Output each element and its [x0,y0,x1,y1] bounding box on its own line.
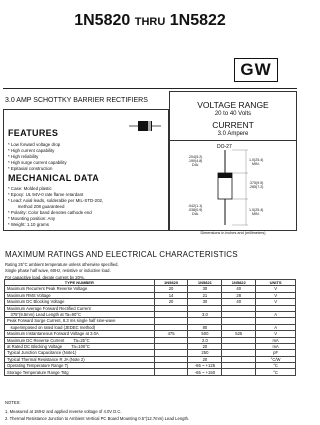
value-cell: 40 [222,286,256,292]
condition-line: Single phase half wave, 60Hz, resistive or inductive load. [5,268,111,274]
value-cell: 20 [188,343,222,349]
brand-logo: GW [234,58,278,82]
mechanical-item: * Lead: Axial leads, solderable per MIL-STD-202, [8,198,104,203]
value-cell: 3.0 [188,311,222,317]
feature-item: * Low forward voltage drop [8,142,61,147]
mechanical-item: * Polarity: Color band denotes cathode end [8,210,92,215]
mechanical-item: * Epoxy: UL 94V-0 rate flame retardant [8,192,84,197]
feature-item: * High surge current capability [8,160,67,165]
value-cell: 14 [154,292,188,298]
value-cell: 20 [188,356,222,362]
mechanical-item: * Case: Molded plastic [8,186,52,191]
parameter-cell: Peak Forward Surge Current, 8.3 ms single half sine-wave [5,318,155,324]
dim-label: .285(7.2) [249,185,264,189]
value-cell: 21 [188,292,222,298]
feature-item: * High current capability [8,148,55,153]
dim-label: DIA. [192,163,199,167]
column-header: 1N5820 [154,280,188,286]
condition-line: For capacitive load, derate current by 20%. [5,274,85,280]
dimensions-note: Dimensions in inches and (millimeters) [200,231,266,235]
header-divider [3,88,297,89]
dim-label: 1.0(25.4) [249,158,264,162]
value-cell: A [256,311,296,317]
value-cell: 500 [188,331,222,337]
value-cell: °C/W [256,356,296,362]
parameter-cell: Maximum Instantaneous Forward Voltage at 3.0A [5,331,155,337]
value-cell: V [256,299,296,305]
value-cell [154,369,188,375]
parameter-cell: Maximum Average Forward Rectified Current [5,305,155,311]
package-outline-drawing [170,141,296,231]
value-cell: 20 [154,299,188,305]
features-title: FEATURES [8,128,59,138]
mechanical-item: * Mounting position: Any [8,216,56,221]
value-cell: A [256,324,296,330]
condition-line: Rating 25°C ambient temperature unless otherwise specified. [5,262,119,267]
dim-label: MIN. [252,162,260,166]
parameter-cell: Maximum RMS Voltage [5,292,155,298]
value-cell: mA [256,337,296,343]
dim-label: DIA. [192,212,199,216]
max-ratings-title: MAXIMUM RATINGS AND ELECTRICAL CHARACTERISTICS [5,250,238,259]
value-cell [222,369,256,375]
dim-label: .204(5.2) [188,155,203,159]
thru-label: THRU [134,16,166,28]
part-start: 1N5820 [74,12,131,29]
column-header: TYPE NUMBER [5,280,155,286]
package-name: DO-27 [217,144,232,150]
parameter-cell: superimposed on rated load (JEDEC method) [5,324,155,330]
value-cell: -65 ~ +125 [188,363,222,369]
value-cell: °C [256,363,296,369]
dim-label: .038(0.9) [188,208,203,212]
voltage-range-title: VOLTAGE RANGE [197,100,269,110]
value-cell: -65 ~ +150 [188,369,222,375]
parameter-cell: Operating Temperature Range Tj [5,363,155,369]
dim-label: .042(1.1) [188,204,203,208]
dim-label: 1.0(25.4) [249,208,264,212]
dim-label: .190(4.8) [188,159,203,163]
value-cell: 28 [222,292,256,298]
parameter-cell: 375"(9.5mm) Lead Length at Ta=90°C [5,311,155,317]
notes-title: NOTES: [5,400,21,405]
value-cell: V [256,286,296,292]
column-header: UNITS [256,280,296,286]
value-cell: 525 [222,331,256,337]
parameter-cell: Typical Thermal Resistance R JA (Note 2) [5,356,155,362]
parameter-cell: Storage Temperature Range Tstg [5,369,155,375]
feature-item: * Epitaxial construction [8,166,53,171]
mechanical-item: * Weight: 1.10 grams [8,222,49,227]
parameter-cell: Typical Junction Capacitance (Note1) [5,350,155,356]
parameter-cell: Maximum DC Reverse Current Ta=25°C [5,337,155,343]
value-cell: 30 [188,286,222,292]
subtitle: 3.0 AMP SCHOTTKY BARRIER RECTIFIERS [5,97,148,104]
diode-icon [125,108,165,148]
value-cell: V [256,331,296,337]
mechanical-title: MECHANICAL DATA [8,173,99,183]
parameter-cell: at Rated DC Blocking Voltage Ta=100°C [5,343,155,349]
value-cell: 80 [188,324,222,330]
value-cell: 20 [154,286,188,292]
table-row [5,369,296,375]
value-cell: V [256,292,296,298]
note-item: 2. Thermal Resistance Junction to Ambient Vertical PC Board Mounting 0.5"(12.7mm) Lead Length. [5,416,190,421]
value-cell: 30 [188,299,222,305]
value-cell: mA [256,343,296,349]
page-title [0,13,300,29]
feature-item: * High reliability [8,154,39,159]
value-cell: °C [256,369,296,375]
dim-label: .375(9.5) [249,181,264,185]
dim-label: MIN. [252,212,260,216]
note-item: 1. Measured at 1MHz and applied reverse voltage of 4.0V D.C. [5,409,122,414]
mechanical-item: method 208 guaranteed [8,204,65,209]
value-cell: 250 [188,350,222,356]
column-header: 1N5821 [188,280,222,286]
column-header: 1N5822 [222,280,256,286]
value-cell: pF [256,350,296,356]
current-value: 3.0 Ampere [217,131,249,137]
value-cell: 40 [222,299,256,305]
parameter-cell: Maximum DC Blocking Voltage [5,299,155,305]
parameter-cell: Maximum Recurrent Peak Reverse Voltage [5,286,155,292]
current-title: CURRENT [212,120,254,130]
part-end: 1N5822 [169,12,226,29]
value-cell: 2.0 [188,337,222,343]
voltage-range-value: 20 to 40 Volts [214,111,252,117]
ratings-table [4,279,296,376]
value-cell: 475 [154,331,188,337]
